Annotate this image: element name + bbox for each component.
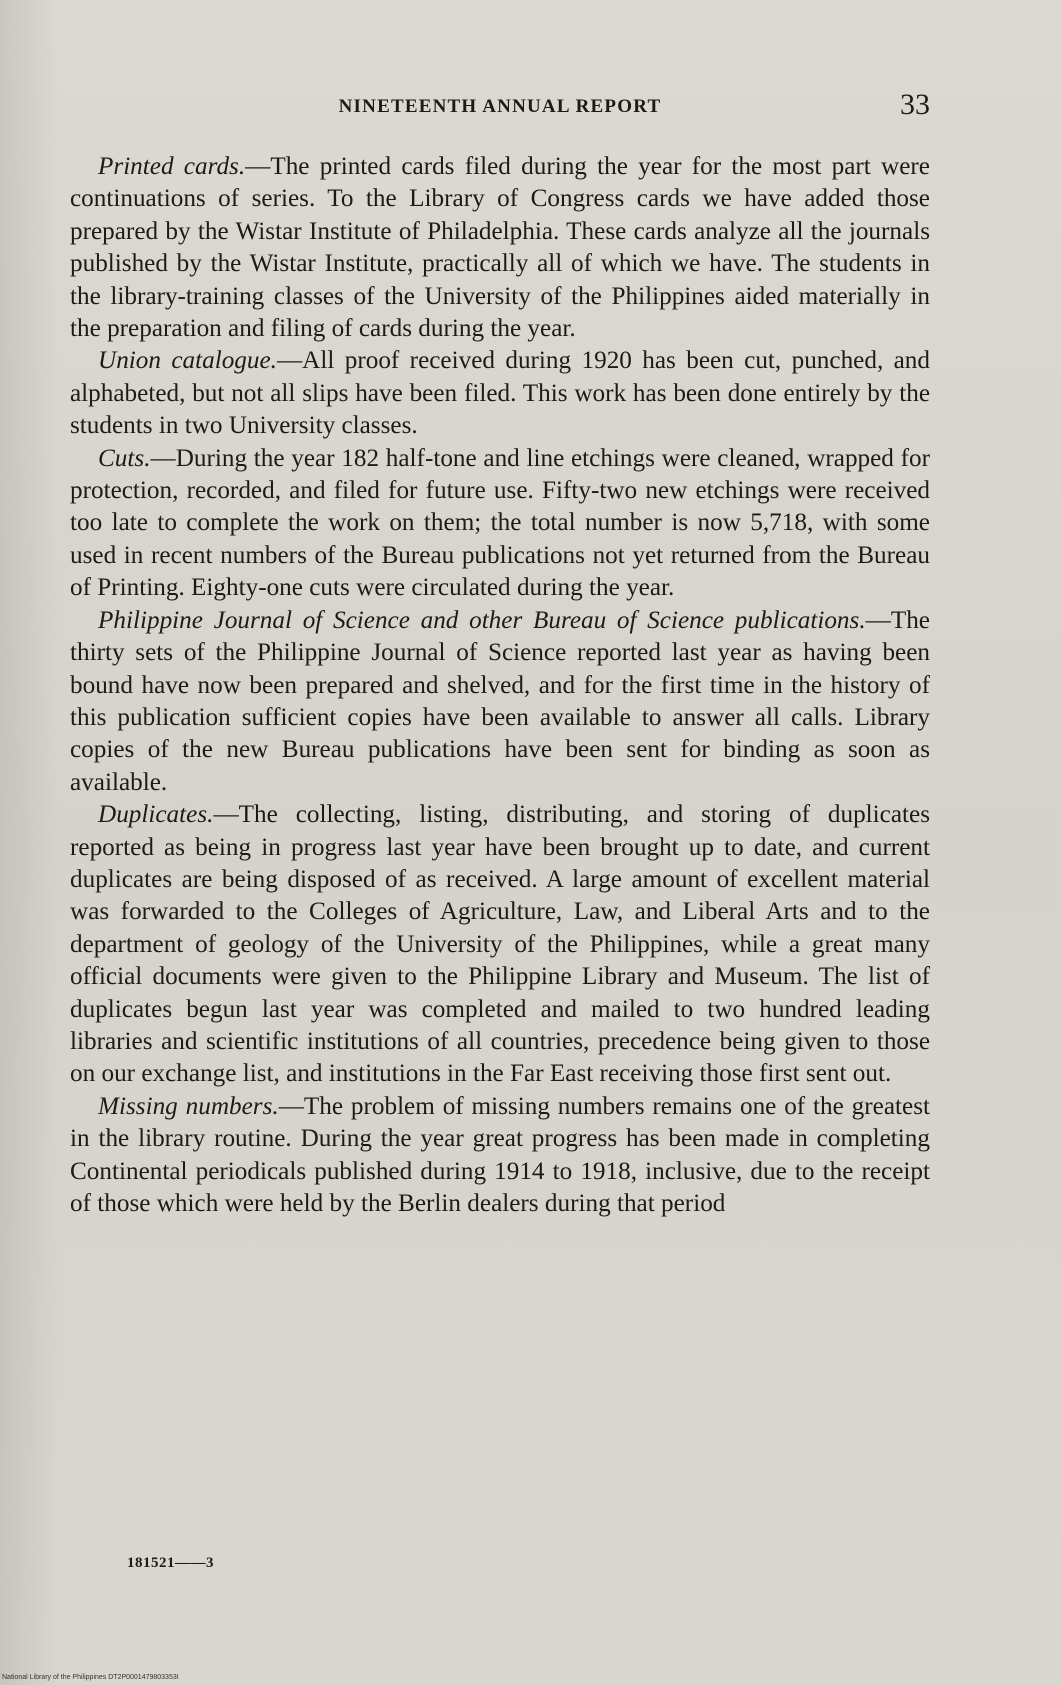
paragraph-text: —The collecting, listing, distributing, and storing of duplicates reported as being in progress last year have been brought up to date, and current duplicates are being disposed of as received. A large amount of excellent material was forwarded to the Colleges of Agriculture, Law, and Liberal Arts and to the department of geology of the University of the Philippines, while a great many official documents were given to the Philippine Library and Museum. The list of duplicates begun last year was completed and mailed to two hundred leading libraries and scientific institutions of all countries, precedence being given to those on our exchange list, and institutions in the Far East receiving those first sent out. <box>70 801 930 1088</box>
scan-credit: National Library of the Philippines DT2P0001479803353I <box>2 1674 179 1681</box>
page-header <box>70 88 930 132</box>
paragraph-lead: Cuts. <box>98 444 151 472</box>
paragraph-lead: Philippine Journal of Science and other Bureau of Science publications. <box>98 606 866 634</box>
paragraph-printed-cards <box>70 151 930 345</box>
paragraph-journal-publications <box>70 605 930 799</box>
paragraph-cuts <box>70 443 930 605</box>
paragraph-duplicates <box>70 799 930 1091</box>
page-number: 33 <box>900 88 930 121</box>
paragraph-text: —During the year 182 half-tone and line etchings were cleaned, wrapped for protection, recorded, and filed for future use. Fifty-two new etchings were received too late to complete the work on them; the total number is now 5,718, with some used in recent numbers of the Bureau publications not yet returned from the Bureau of Printing. Eighty-one cuts were circulated during the year. <box>70 444 930 602</box>
paragraph-text: —All proof received during 1920 has been cut, punched, and alphabeted, but not all slips have been filed. This work has been done entirely by the students in two University classes. <box>70 347 930 440</box>
signature-mark: 181521——3 <box>127 1555 214 1571</box>
paragraph-lead: Union catalogue. <box>98 347 277 375</box>
body-text <box>70 151 930 1220</box>
running-head: NINETEENTH ANNUAL REPORT <box>338 96 662 117</box>
paragraph-union-catalogue <box>70 345 930 442</box>
paragraph-lead: Duplicates. <box>98 801 214 829</box>
paragraph-missing-numbers <box>70 1091 930 1221</box>
paragraph-lead: Missing numbers. <box>98 1092 279 1120</box>
paragraph-text: —The thirty sets of the Philippine Journal of Science reported last year as having been bound have now been prepared and shelved, and for the first time in the history of this publication sufficient copies have been available to answer all calls. Library copies of the new Bureau publications have been sent for binding as soon as available. <box>70 606 930 796</box>
paragraph-text: —The problem of missing numbers remains one of the greatest in the library routine. During the year great progress has been made in completing Continental periodicals published during 1914 to 1918, inclusive, due to the receipt of those which were held by the Berlin dealers during that period <box>70 1092 930 1217</box>
paragraph-text: —The printed cards filed during the year for the most part were continuations of series. To the Library of Congress cards we have added those prepared by the Wistar Institute of Philadelphia. These cards analyze all the journals published by the Wistar Institute, practically all of which we have. The students in the library-training classes of the University of the Philippines aided materially in the preparation and filing of cards during the year. <box>70 153 930 343</box>
paragraph-lead: Printed cards. <box>98 153 246 180</box>
